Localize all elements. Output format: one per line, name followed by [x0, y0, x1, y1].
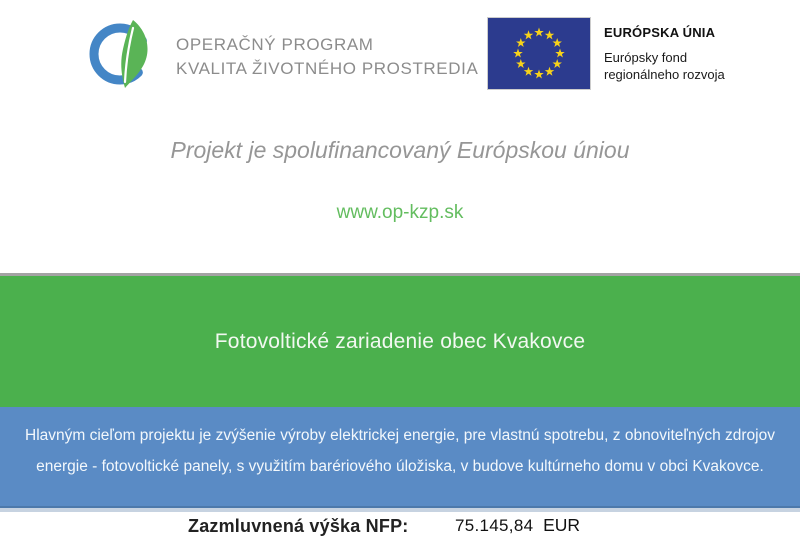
- eu-flag-icon: [487, 17, 591, 90]
- eu-title: EURÓPSKA ÚNIA: [604, 25, 716, 40]
- project-title-banner: [0, 273, 800, 407]
- project-title: Fotovoltické zariadenie obec Kvakovce: [214, 329, 586, 353]
- leaf-circle-icon: [88, 16, 160, 98]
- project-description-banner: [0, 407, 800, 508]
- project-description-line1: Hlavným cieľom projektu je zvýšenie výroby elektrickej energie, pre vlastnú spotrebu, z obnoviteľných zdrojov: [25, 427, 775, 444]
- website-link[interactable]: www.op-kzp.sk: [336, 202, 464, 223]
- project-description-line2: energie - fotovoltické panely, s využitím barériového úložiska, v budove kultúrneho domu v obci Kvakovce.: [36, 458, 764, 475]
- op-logo-line1: OPERAČNÝ PROGRAM: [176, 35, 374, 54]
- cofinancing-subtitle: Projekt je spolufinancovaný Európskou úniou: [170, 137, 630, 163]
- op-logo-line2: KVALITA ŽIVOTNÉHO PROSTREDIA: [176, 59, 479, 78]
- eu-block: [487, 17, 725, 90]
- eu-subtitle-line2: regionálneho rozvoja: [604, 67, 725, 82]
- funding-currency: EUR: [543, 515, 581, 535]
- funding-amount: 75.145,84: [455, 516, 534, 535]
- funding-value: [455, 515, 580, 536]
- funding-label: Zazmluvnená výška NFP:: [188, 516, 409, 536]
- eu-subtitle-line1: Európsky fond: [604, 50, 688, 65]
- op-kzp-logo: [88, 16, 478, 98]
